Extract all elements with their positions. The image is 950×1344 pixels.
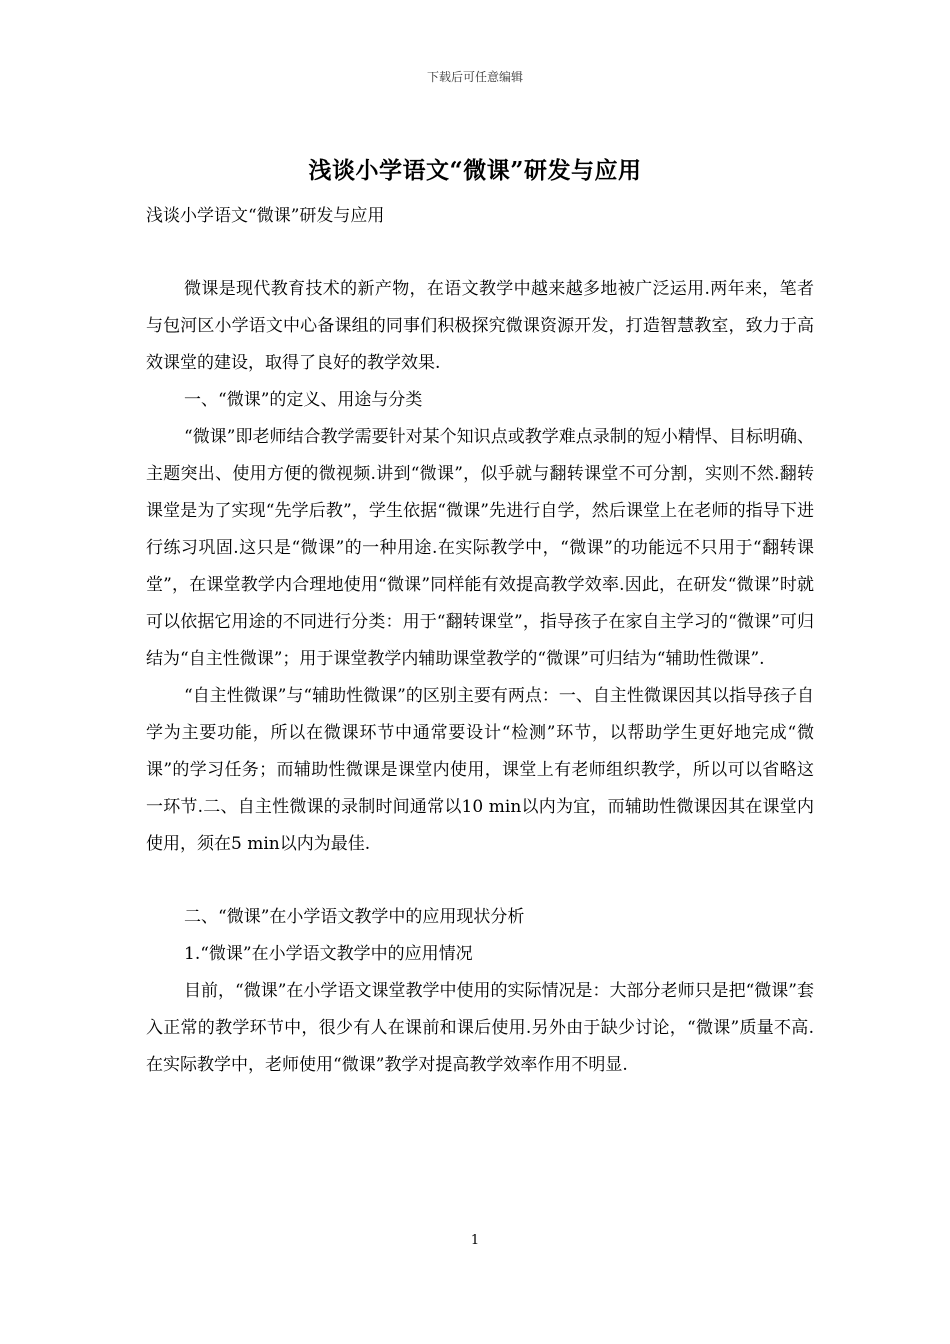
section-heading-2: 二、“微课”在小学语文教学中的应用现状分析 xyxy=(184,907,525,927)
page-number: 1 xyxy=(470,1233,480,1248)
document-title: 浅谈小学语文“微课”研发与应用 xyxy=(308,157,642,184)
section-heading-1: 一、“微课”的定义、用途与分类 xyxy=(184,390,423,410)
document-body xyxy=(146,198,814,1084)
subsection-heading-2-1: 1.“微课”在小学语文教学中的应用情况 xyxy=(184,944,473,964)
paragraph-current-status: 目前，“微课”在小学语文课堂教学中使用的实际情况是：大部分老师只是把“微课”套入正常的教学环节中，很少有人在课前和课后使用.另外由于缺少讨论，“微课”质量不高.在实际教学中，老师使用“微课”教学对提高教学效率作用不明显. xyxy=(146,981,814,1075)
document-subtitle: 浅谈小学语文“微课”研发与应用 xyxy=(146,206,385,226)
paragraph-definition: “微课”即老师结合教学需要针对某个知识点或教学难点录制的短小精悍、目标明确、主题突出、使用方便的微视频.讲到“微课”，似乎就与翻转课堂不可分割，实则不然.翻转课堂是为了实现“先学后教”，学生依据“微课”先进行自学，然后课堂上在老师的指导下进行练习巩固.这只是“微课”的一种用途.在实际教学中，“微课”的功能远不只用于“翻转课堂”，在课堂教学内合理地使用“微课”同样能有效提高教学效率.因此，在研发“微课”时就可以依据它用途的不同进行分类：用于“翻转课堂”，指导孩子在家自主学习的“微课”可归结为“自主性微课”；用于课堂教学内辅助课堂教学的“微课”可归结为“辅助性微课”. xyxy=(146,427,814,669)
paragraph-intro: 微课是现代教育技术的新产物，在语文教学中越来越多地被广泛运用.两年来，笔者与包河区小学语文中心备课组的同事们积极探究微课资源开发，打造智慧教室，致力于高效课堂的建设，取得了良好的教学效果. xyxy=(146,279,814,373)
header-note: 下载后可任意编辑 xyxy=(426,70,523,84)
paragraph-difference: “自主性微课”与“辅助性微课”的区别主要有两点：一、自主性微课因其以指导孩子自学为主要功能，所以在微课环节中通常要设计“检测”环节，以帮助学生更好地完成“微课”的学习任务；而辅助性微课是课堂内使用，课堂上有老师组织教学，所以可以省略这一环节.二、自主性微课的录制时间通常以10 min以内为宜，而辅助性微课因其在课堂内使用，须在5 min以内为最佳. xyxy=(146,686,814,854)
